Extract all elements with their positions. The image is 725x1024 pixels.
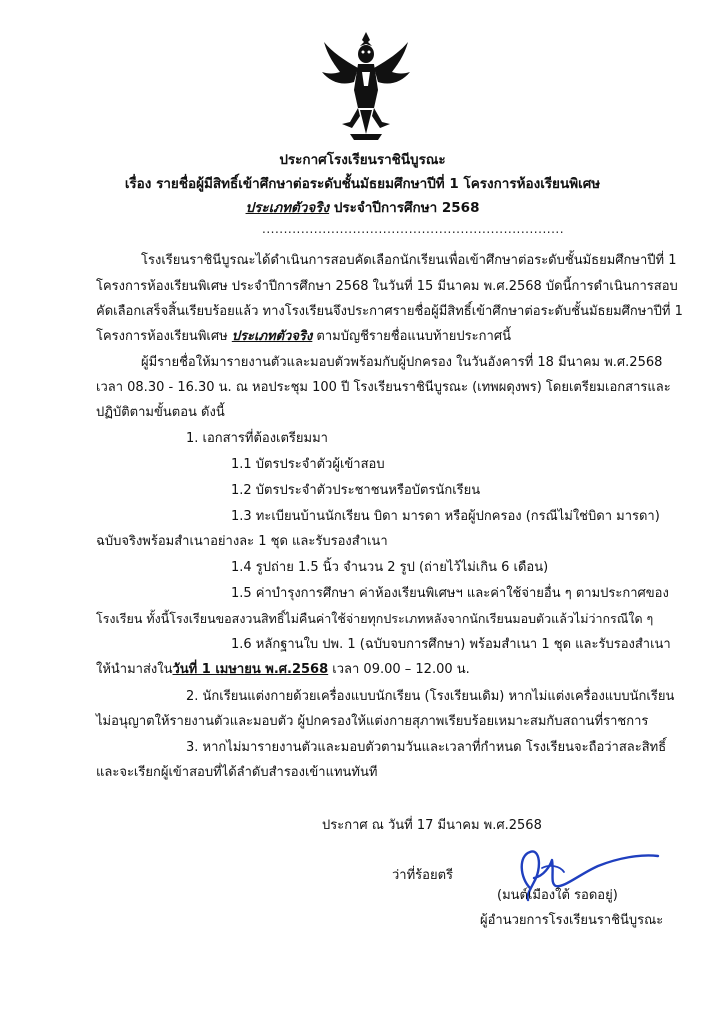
paragraph-1-line-1: โรงเรียนราชินีบูรณะได้ดำเนินการสอบคัดเลือกนักเรียนเพื่อเข้าศึกษาต่อระดับชั้นมัธยมศึกษาปีที่ 1 [141, 253, 677, 268]
item-3-line-1: 3. หากไม่มารายงานตัวและมอบตัวตามวันและเวลาที่กำหนด โรงเรียนจะถือว่าสละสิทธิ์ [186, 740, 667, 755]
announcement-year-line [0, 198, 725, 218]
acting-title: ว่าที่ร้อยตรี [392, 868, 454, 883]
paragraph-1-line-4 [96, 328, 511, 346]
i16-a: ให้นำมาส่งใน [96, 662, 173, 677]
item-1-3-line-1: 1.3 ทะเบียนบ้านนักเรียน บิดา มารดา หรือผู้ปกครอง (กรณีไม่ใช่บิดา มารดา) [231, 509, 660, 524]
announcement-subject: เรื่อง รายชื่อผู้มีสิทธิ์เข้าศึกษาต่อระดับชั้นมัธยมศึกษาปีที่ 1 โครงการห้องเรียนพิเศษ [124, 176, 601, 192]
paragraph-1-line-3: คัดเลือกเสร็จสิ้นเรียบร้อยแล้ว ทางโรงเรียนจึงประกาศรายชื่อผู้มีสิทธิ์เข้าศึกษาต่อระดับชั้นมัธยมศึกษาปีที่ 1 [96, 304, 683, 319]
year-label: ประจำปีการศึกษา 2568 [329, 200, 480, 216]
paragraph-2-line-1: ผู้มีรายชื่อให้มารายงานตัวและมอบตัวพร้อมกับผู้ปกครอง ในวันอังคารที่ 18 มีนาคม พ.ศ.2568 [141, 355, 663, 370]
p1-l4-a: โครงการห้องเรียนพิเศษ [96, 329, 232, 344]
i16-c: เวลา 09.00 – 12.00 น. [328, 662, 470, 677]
item-2-line-1: 2. นักเรียนแต่งกายด้วยเครื่องแบบนักเรียน (โรงเรียนเดิม) หากไม่แต่งเครื่องแบบนักเรียน [186, 689, 675, 704]
paragraph-2-line-2: เวลา 08.30 - 16.30 น. ณ หอประชุม 100 ปี โรงเรียนราชินีบูรณะ (เทพผดุงพร) โดยเตรียมเอกสารและ [96, 380, 671, 395]
signer-position: ผู้อำนวยการโรงเรียนราชินีบูรณะ [480, 913, 664, 928]
item-1-1: 1.1 บัตรประจำตัวผู้เข้าสอบ [231, 457, 385, 472]
item-1-5-line-2: โรงเรียน ทั้งนี้โรงเรียนขอสงวนสิทธิ์ไม่คืนค่าใช้จ่ายทุกประเภทหลังจากนักเรียนมอบตัวแล้วไม่ว่ากรณีใด ๆ [96, 611, 654, 626]
item-1-4: 1.4 รูปถ่าย 1.5 นิ้ว จำนวน 2 รูป (ถ่ายไว้ไม่เกิน 6 เดือน) [231, 560, 549, 575]
separator-line: ...................................................................... [262, 222, 565, 236]
p1-l4-type: ประเภทตัวจริง [231, 329, 313, 344]
p1-l4-c: ตามบัญชีรายชื่อแนบท้ายประกาศนี้ [312, 329, 511, 344]
item-1-6-line-1: 1.6 หลักฐานใบ ปพ. 1 (ฉบับจบการศึกษา) พร้อมสำเนา 1 ชุด และรับรองสำเนา [231, 637, 671, 652]
item-1: 1. เอกสารที่ต้องเตรียมมา [186, 431, 328, 446]
type-label: ประเภทตัวจริง [245, 200, 330, 216]
garuda-emblem-icon [320, 30, 412, 142]
deadline-date: วันที่ 1 เมษายน พ.ศ.2568 [172, 662, 329, 677]
signer-name: (มนต์เมืองใต้ รอดอยู่) [497, 888, 618, 903]
item-1-2: 1.2 บัตรประจำตัวประชาชนหรือบัตรนักเรียน [231, 483, 481, 498]
announcement-date: ประกาศ ณ วันที่ 17 มีนาคม พ.ศ.2568 [322, 818, 542, 833]
paragraph-1-line-2: โครงการห้องเรียนพิเศษ ประจำปีการศึกษา 2568 ในวันที่ 15 มีนาคม พ.ศ.2568 บัดนี้การดำเนินการสอบ [96, 279, 678, 294]
paragraph-2-line-3: ปฏิบัติตามขั้นตอน ดังนี้ [96, 405, 225, 420]
item-1-5-line-1: 1.5 ค่าบำรุงการศึกษา ค่าห้องเรียนพิเศษฯ และค่าใช้จ่ายอื่น ๆ ตามประกาศของ [231, 586, 669, 601]
item-1-6-line-2 [96, 661, 470, 679]
item-3-line-2: และจะเรียกผู้เข้าสอบที่ได้ลำดับสำรองเข้าแทนทันที [96, 765, 378, 780]
item-1-3-line-2: ฉบับจริงพร้อมสำเนาอย่างละ 1 ชุด และรับรองสำเนา [96, 534, 388, 549]
announcement-title: ประกาศโรงเรียนราชินีบูรณะ [279, 152, 446, 168]
item-2-line-2: ไม่อนุญาตให้รายงานตัวและมอบตัว ผู้ปกครองให้แต่งกายสุภาพเรียบร้อยเหมาะสมกับสถานที่ราชการ [96, 714, 649, 729]
